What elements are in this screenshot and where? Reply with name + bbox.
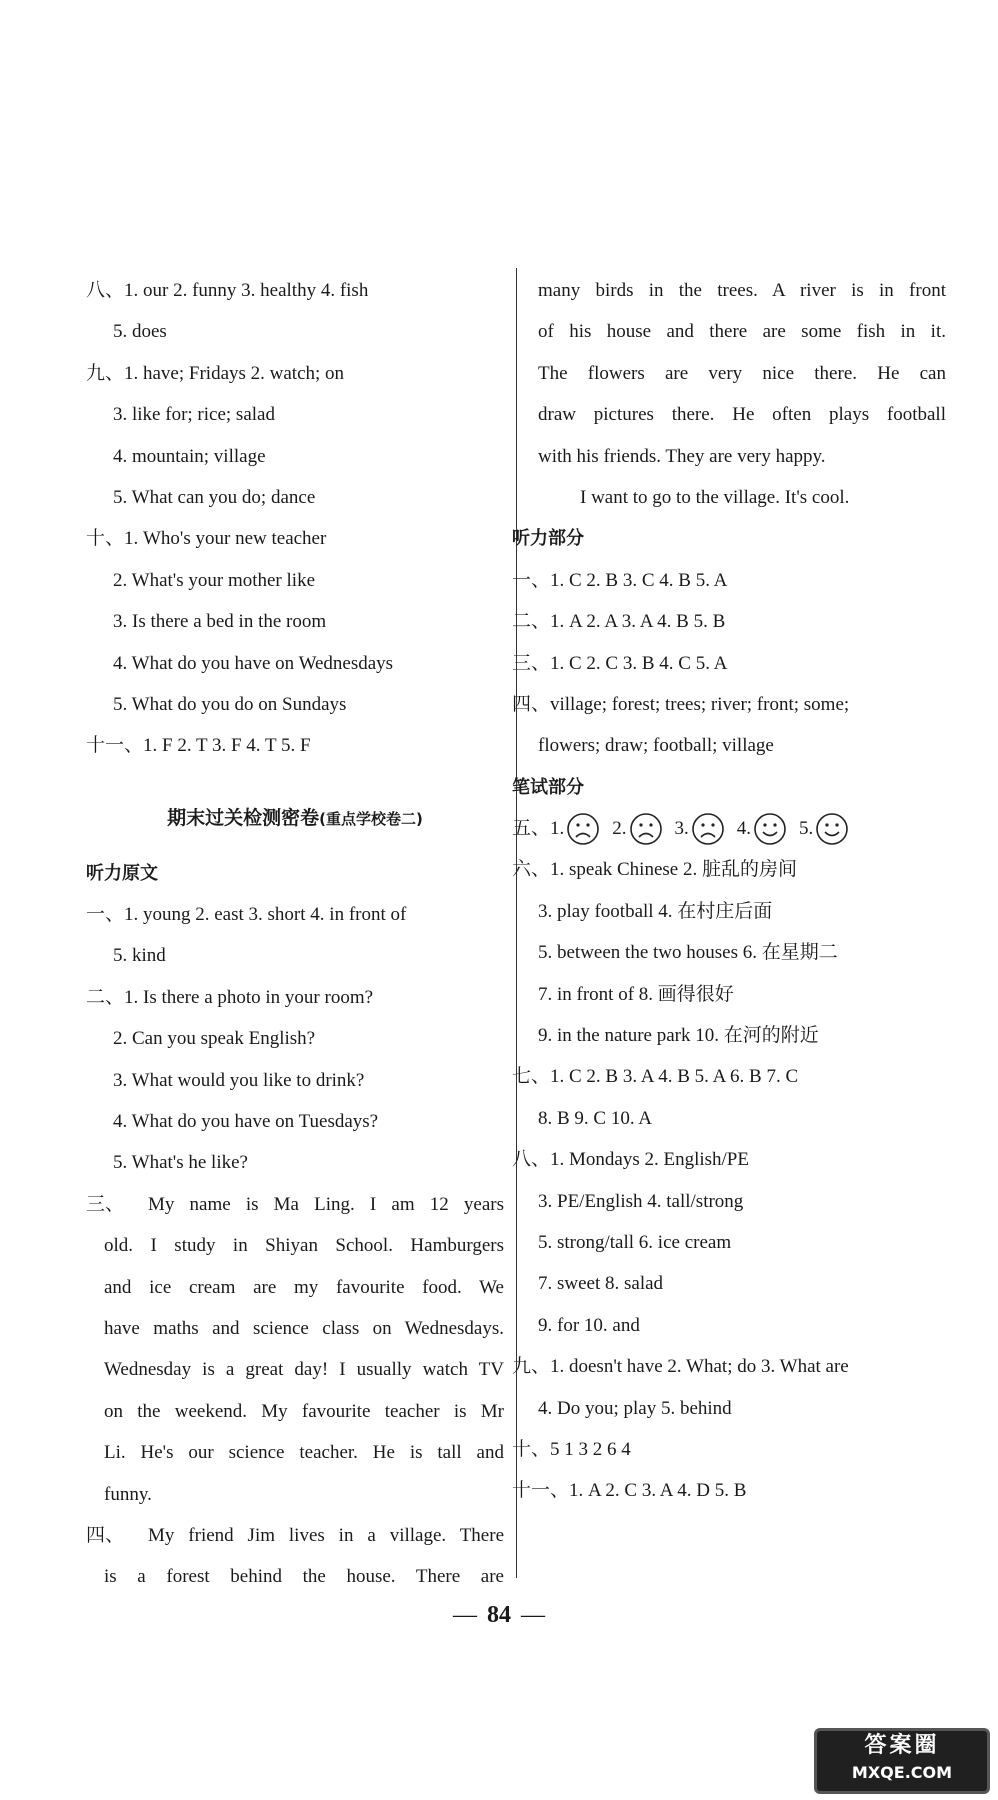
exam-title-main: 期末过关检测密卷 [167,806,320,829]
listen-3-first-line [86,1184,504,1225]
listen-2-line-1: 二、1. Is there a photo in your room? [86,986,374,1008]
listen-4-line-1: My friend Jim lives in a village. There [148,1524,504,1546]
listen-1-line-2: 5. kind [113,945,166,967]
passage-line-5: with his friends. They are very happy. [538,445,826,467]
answer-r6-line-3: 5. between the two houses 6. 在星期二 [538,942,838,964]
answer-r6-line-2: 3. play football 4. 在村庄后面 [538,900,773,922]
answer-r8-line-3: 5. strong/tall 6. ice cream [538,1231,732,1253]
answer-10-line-2: 2. What's your mother like [113,569,316,591]
listen-2-line-5: 5. What's he like? [113,1152,248,1174]
watermark-logo [814,1728,990,1794]
answer-r7-line-2: 8. B 9. C 10. A [538,1107,653,1129]
listen-3-line-1: My name is Ma Ling. I am 12 years [148,1193,504,1215]
listen-3-line-8: funny. [104,1483,152,1505]
answer-r7-line-1: 七、1. C 2. B 3. A 4. B 5. A 6. B 7. C [512,1066,799,1088]
face-item-4 [737,808,787,849]
answer-r3: 三、1. C 2. C 3. B 4. C 5. A [512,652,728,674]
listen-4-tag: 四、 [86,1524,125,1546]
answer-r10: 十、5 1 3 2 6 4 [512,1438,631,1460]
listen-4-line-2: is a forest behind the house. There are [104,1566,504,1588]
listen-3-tag: 三、 [86,1193,125,1215]
answer-r9-line-1: 九、1. doesn't have 2. What; do 3. What are [512,1356,849,1378]
answer-r9-line-2: 4. Do you; play 5. behind [538,1397,732,1419]
answer-r5-prefix: 五、 [512,818,551,840]
answer-r6-line-4: 7. in front of 8. 画得很好 [538,983,734,1005]
face-item-2 [612,808,662,849]
sad-face-icon [629,812,663,846]
watermark-title: 答案圈 [864,1733,940,1758]
passage-line-3: The flowers are very nice there. He can [538,362,946,384]
written-section-heading: 笔试部分 [512,776,584,798]
listen-3-line-2: old. I study in Shiyan School. Hamburgers [104,1235,504,1257]
face-num-2: 2. [612,818,627,840]
answer-10-line-3: 3. Is there a bed in the room [113,611,327,633]
exam-title-sub: (重点学校卷二) [319,809,423,828]
watermark-domain: MXQE.COM [851,1763,953,1782]
answer-r2: 二、1. A 2. A 3. A 4. B 5. B [512,611,726,633]
passage-line-1: many birds in the trees. A river is in front [538,280,946,301]
left-column [86,270,504,1598]
listen-4-first-line [86,1515,504,1556]
listening-text-heading: 听力原文 [86,862,158,884]
answer-9-line-4: 5. What can you do; dance [113,486,316,508]
face-item-5 [799,808,849,849]
face-num-5: 5. [799,818,814,840]
face-num-4: 4. [736,818,752,840]
answer-9-line-2: 3. like for; rice; salad [113,404,275,426]
page-dash-left: — [453,1602,477,1628]
face-num-1: 1. [550,818,565,840]
listen-2-line-4: 4. What do you have on Tuesdays? [113,1111,379,1133]
page-dash-right: — [521,1602,545,1628]
answer-9-line-1: 九、1. have; Fridays 2. watch; on [86,362,345,384]
right-column [512,270,946,1512]
happy-face-icon [815,812,849,846]
answer-r4-line-1: 四、village; forest; trees; river; front; some; [512,693,850,715]
answer-11: 十一、1. F 2. T 3. F 4. T 5. F [86,735,311,757]
answer-r6-line-1: 六、1. speak Chinese 2. 脏乱的房间 [512,859,797,881]
answer-9-line-3: 4. mountain; village [113,445,266,467]
face-num-3: 3. [674,818,689,840]
passage-line-6: I want to go to the village. It's cool. [580,486,850,508]
answer-10-line-5: 5. What do you do on Sundays [113,693,347,715]
listen-3-passage [86,1225,504,1515]
answer-r8-line-5: 9. for 10. and [538,1314,640,1336]
answer-r11: 十一、1. A 2. C 3. A 4. D 5. B [512,1480,747,1502]
answer-r5-faces [512,808,946,849]
face-item-1 [550,808,600,849]
answer-r8-line-1: 八、1. Mondays 2. English/PE [512,1149,749,1171]
answer-10-line-1: 十、1. Who's your new teacher [86,528,327,550]
happy-face-icon [753,812,787,846]
listen-3-line-7: Li. He's our science teacher. He is tall and [104,1442,504,1464]
sad-face-icon [566,812,600,846]
sad-face-icon [691,812,725,846]
answer-10-line-4: 4. What do you have on Wednesdays [113,652,394,674]
page-number-value: 84 [487,1602,511,1628]
listen-2-line-3: 3. What would you like to drink? [113,1069,365,1091]
answer-r8-line-2: 3. PE/English 4. tall/strong [538,1190,744,1212]
exam-title [86,767,504,853]
answer-r1: 一、1. C 2. B 3. C 4. B 5. A [512,569,728,591]
answer-r4-line-2: flowers; draw; football; village [538,735,774,757]
face-item-3 [675,808,725,849]
answer-r8-line-4: 7. sweet 8. salad [538,1273,664,1295]
passage-line-4: draw pictures there. He often plays football [538,404,946,426]
listen-2-line-2: 2. Can you speak English? [113,1028,316,1050]
listen-3-line-4: have maths and science class on Wednesdays. [104,1317,504,1339]
page-number [0,1602,998,1629]
listen-3-line-6: on the weekend. My favourite teacher is Mr [104,1400,504,1422]
answer-8-line-2: 5. does [113,321,167,343]
passage-line-2: of his house and there are some fish in it. [538,321,946,343]
answer-r6-line-5: 9. in the nature park 10. 在河的附近 [538,1025,819,1047]
listen-3-line-3: and ice cream are my favourite food. We [104,1276,504,1298]
listen-3-line-5: Wednesday is a great day! I usually watch TV [104,1359,504,1381]
listen-1-line-1: 一、1. young 2. east 3. short 4. in front of [86,904,407,926]
answer-8-line-1: 八、1. our 2. funny 3. healthy 4. fish [86,280,369,301]
listening-section-heading: 听力部分 [512,528,584,550]
